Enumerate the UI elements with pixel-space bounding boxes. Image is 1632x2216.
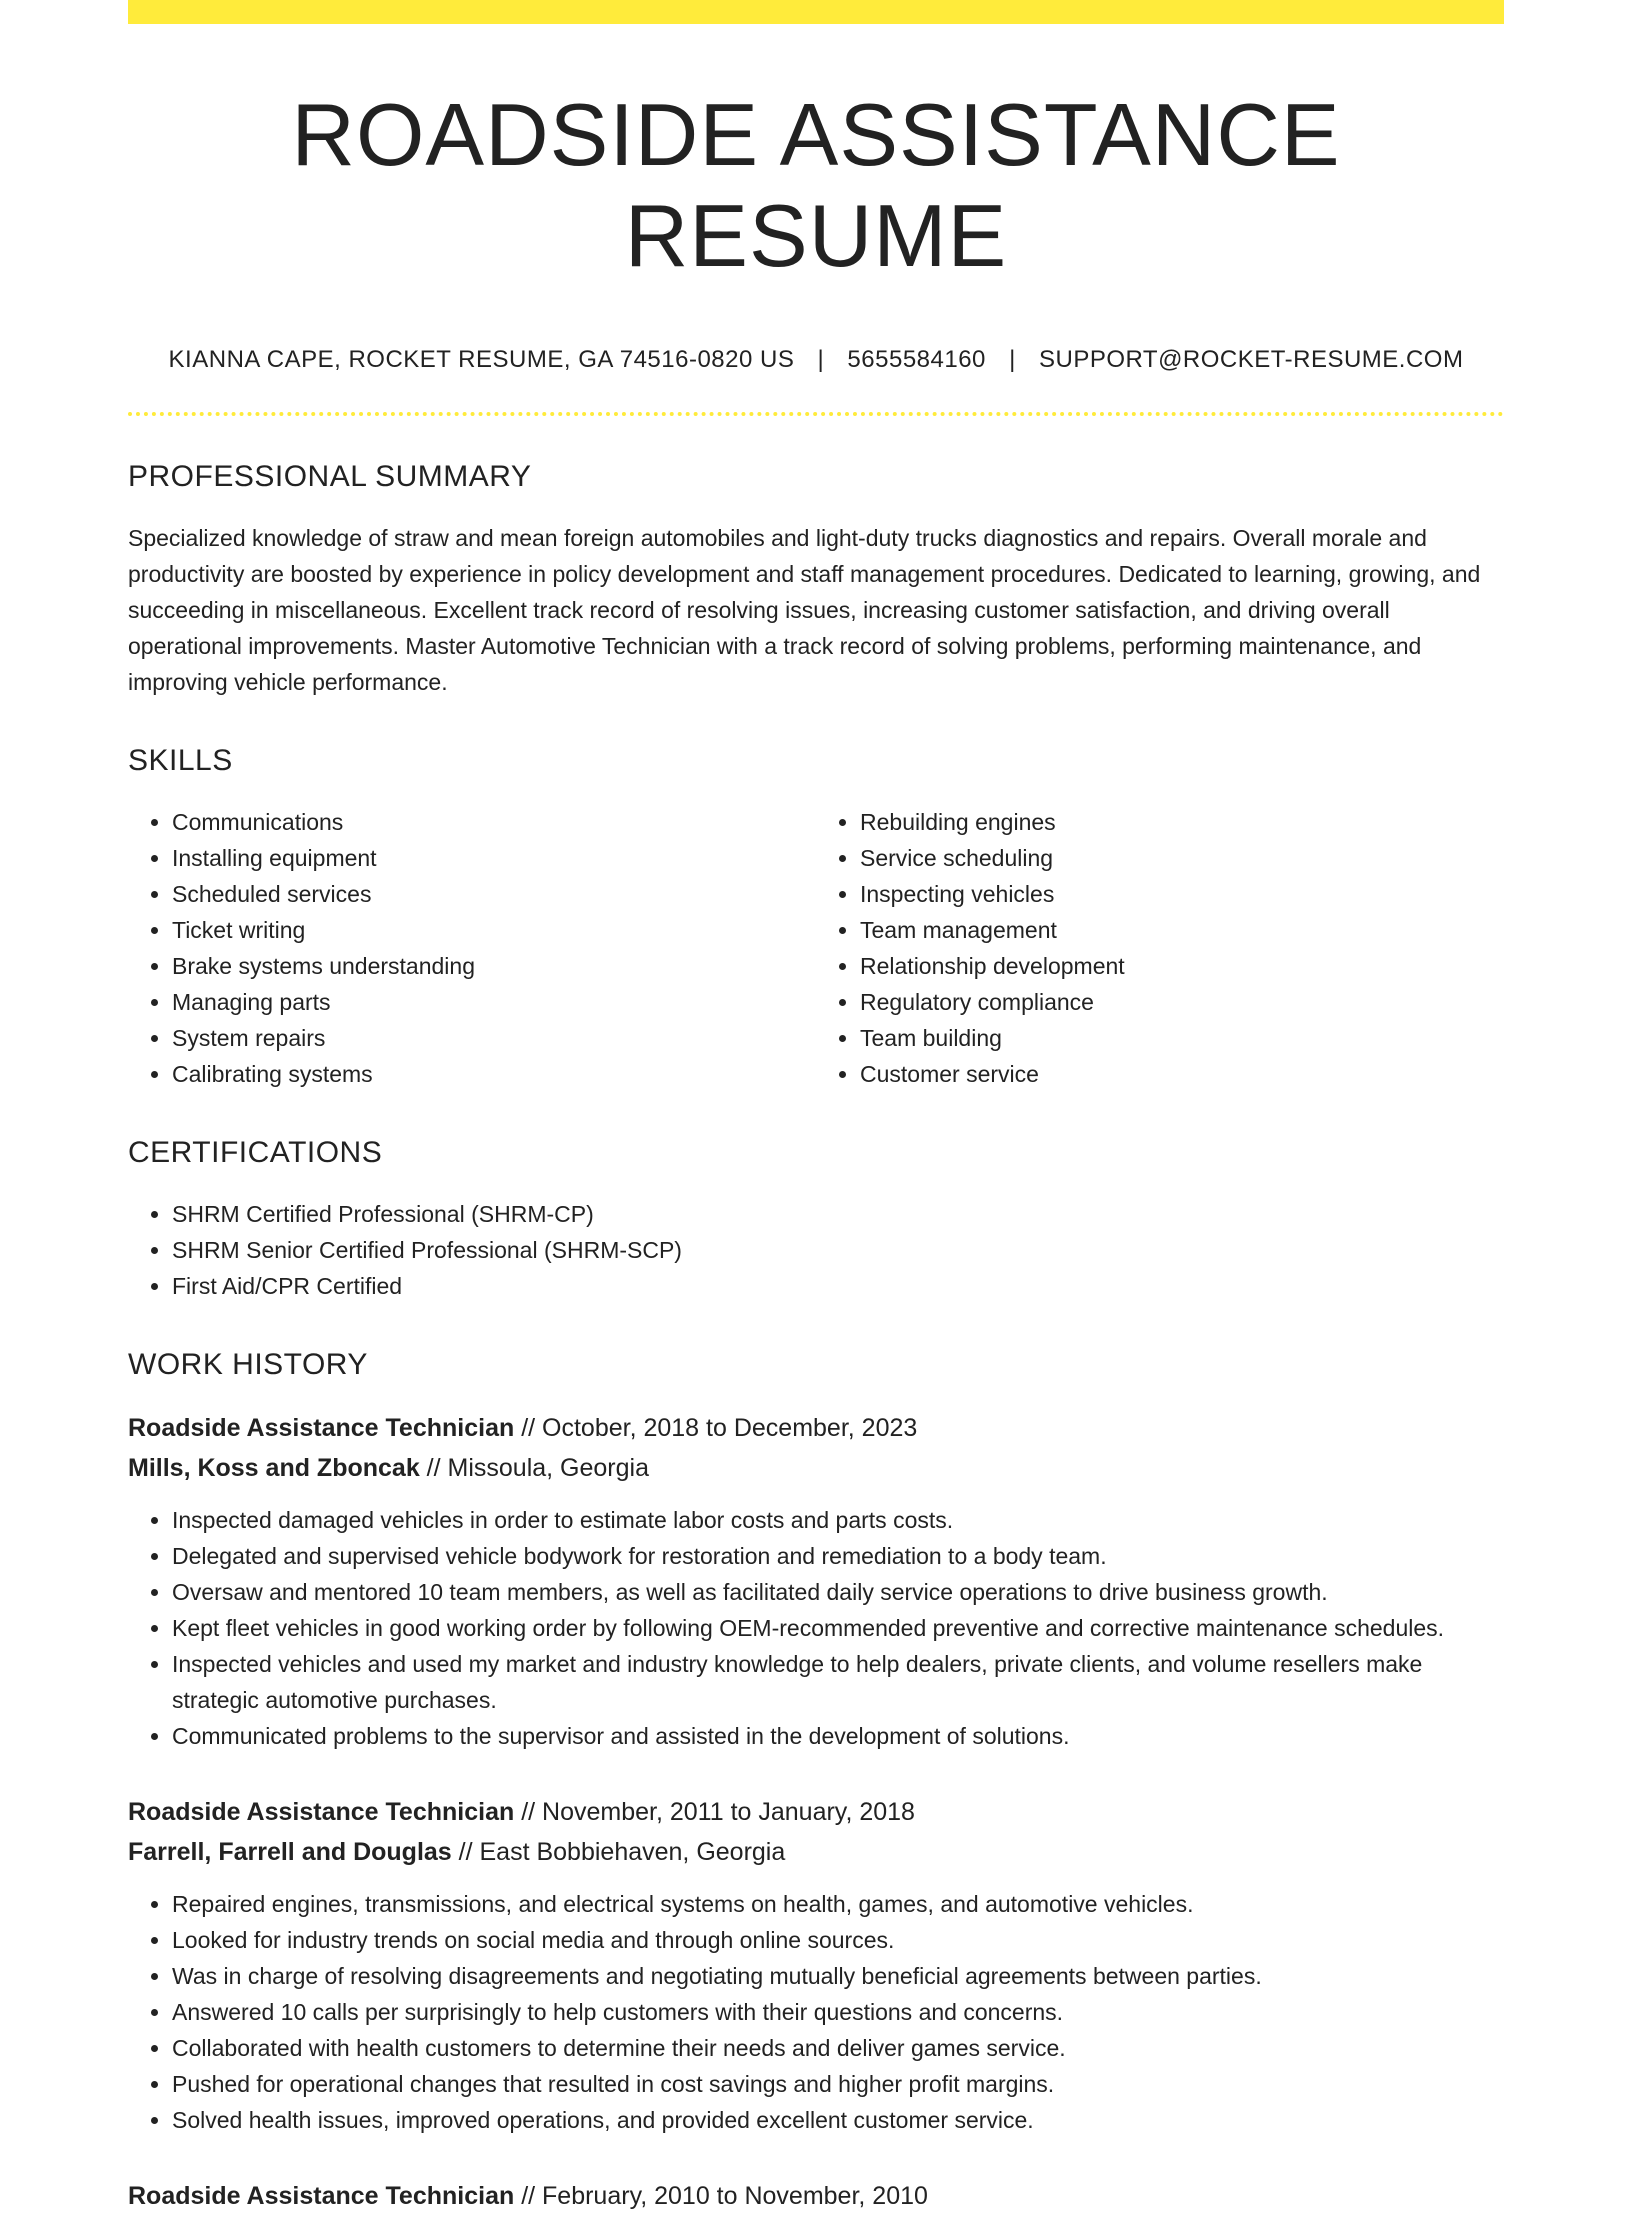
job-dates: // October, 2018 to December, 2023 [514, 1414, 918, 1443]
contact-phone: 5655584160 [847, 346, 986, 374]
job-entry [128, 1792, 1504, 2138]
contact-separator: | [1009, 346, 1016, 374]
job-dates: // February, 2010 to November, 2010 [514, 2182, 928, 2211]
contact-address: KIANNA CAPE, ROCKET RESUME, GA 74516-0820 US [168, 346, 795, 374]
job-company-line [128, 1832, 1504, 1872]
certifications-list [128, 1196, 1504, 1304]
job-bullet: • Inspected damaged vehicles in order to estimate labor costs and parts costs. [172, 1502, 1504, 1538]
job-company: Mills, Koss and Zboncak [128, 1454, 420, 1483]
skills-list-left [128, 804, 816, 1092]
job-bullet: • Repaired engines, transmissions, and electrical systems on health, games, and automotive vehicles. [172, 1886, 1504, 1922]
job-bullets [128, 1886, 1504, 2138]
skill-item: • System repairs [172, 1020, 816, 1056]
skill-item: • Rebuilding engines [860, 804, 1504, 840]
job-title-line [128, 1408, 1504, 1448]
contact-separator: | [817, 346, 825, 374]
skills-list-right [816, 804, 1504, 1092]
job-bullet: • Inspected vehicles and used my market and industry knowledge to help dealers, private clients, and volume resellers make strategic automotive purchases. [172, 1646, 1504, 1718]
job-bullet: • Communicated problems to the supervisor and assisted in the development of solutions. [172, 1718, 1504, 1754]
skill-item: • Team management [860, 912, 1504, 948]
job-dates: // November, 2011 to January, 2018 [514, 1798, 915, 1827]
job-bullet: • Oversaw and mentored 10 team members, as well as facilitated daily service operations to drive business growth. [172, 1574, 1504, 1610]
skills-columns [128, 804, 1504, 1092]
skills-section [128, 744, 1504, 1092]
skill-item: • Inspecting vehicles [860, 876, 1504, 912]
job-title-line [128, 1792, 1504, 1832]
work-history-heading: WORK HISTORY [128, 1348, 368, 1382]
skill-item: • Relationship development [860, 948, 1504, 984]
job-entry [128, 2176, 1504, 2216]
job-bullet: • Kept fleet vehicles in good working order by following OEM-recommended preventive and corrective maintenance schedules. [172, 1610, 1504, 1646]
skill-item: • Installing equipment [172, 840, 816, 876]
skill-item: • Service scheduling [860, 840, 1504, 876]
certification-item: • SHRM Senior Certified Professional (SHRM-SCP) [172, 1232, 1504, 1268]
skill-item: • Brake systems understanding [172, 948, 816, 984]
job-title: Roadside Assistance Technician [128, 1798, 515, 1827]
skill-item: • Ticket writing [172, 912, 816, 948]
page-title: ROADSIDE ASSISTANCE RESUME [291, 85, 1341, 286]
job-bullets [128, 1502, 1504, 1754]
job-bullet: • Collaborated with health customers to determine their needs and deliver games service. [172, 2030, 1504, 2066]
skill-item: • Managing parts [172, 984, 816, 1020]
accent-top-bar [128, 0, 1504, 24]
job-bullet: • Delegated and supervised vehicle bodywork for restoration and remediation to a body team. [172, 1538, 1504, 1574]
dotted-divider [128, 412, 1504, 416]
job-bullet: • Solved health issues, improved operations, and provided excellent customer service. [172, 2102, 1504, 2138]
job-title: Roadside Assistance Technician [128, 1414, 515, 1443]
job-company: Farrell, Farrell and Douglas [128, 1838, 452, 1867]
job-bullet: • Was in charge of resolving disagreements and negotiating mutually beneficial agreements between parties. [172, 1958, 1504, 1994]
certification-item: • First Aid/CPR Certified [172, 1268, 1504, 1304]
job-company-line [128, 1448, 1504, 1488]
skill-item: • Scheduled services [172, 876, 816, 912]
certifications-section [128, 1136, 1504, 1304]
skill-item: • Customer service [860, 1056, 1504, 1092]
certification-item: • SHRM Certified Professional (SHRM-CP) [172, 1196, 1504, 1232]
contact-email: SUPPORT@ROCKET-RESUME.COM [1038, 346, 1464, 374]
work-history-section [128, 1348, 1504, 2216]
skill-item: • Regulatory compliance [860, 984, 1504, 1020]
job-location: // Missoula, Georgia [419, 1454, 649, 1483]
job-title-line [128, 2176, 1504, 2216]
job-bullet: • Answered 10 calls per surprisingly to help customers with their questions and concerns. [172, 1994, 1504, 2030]
summary-section [128, 460, 1504, 700]
summary-text: Specialized knowledge of straw and mean foreign automobiles and light-duty trucks diagnostics and repairs. Overall morale and productivity are boosted by experience in policy development and staff management procedures. Dedicated to learning, growing, and succeeding in miscellaneous. Excellent track record of resolving issues, increasing customer satisfaction, and driving overall operational improvements. Master Automotive Technician with a track record of solving problems, performing maintenance, and improving vehicle performance. [128, 525, 1481, 696]
skills-heading: SKILLS [128, 744, 233, 778]
resume-page [128, 0, 1504, 2211]
summary-heading: PROFESSIONAL SUMMARY [128, 460, 532, 494]
job-entry [128, 1408, 1504, 1754]
skill-item: • Communications [172, 804, 816, 840]
job-location: // East Bobbiehaven, Georgia [451, 1838, 786, 1867]
job-bullet: • Looked for industry trends on social media and through online sources. [172, 1922, 1504, 1958]
job-title: Roadside Assistance Technician [128, 2182, 515, 2211]
job-bullet: • Pushed for operational changes that resulted in cost savings and higher profit margins. [172, 2066, 1504, 2102]
skill-item: • Team building [860, 1020, 1504, 1056]
contact-line [128, 346, 1504, 374]
skill-item: • Calibrating systems [172, 1056, 816, 1092]
certifications-heading: CERTIFICATIONS [128, 1136, 383, 1170]
